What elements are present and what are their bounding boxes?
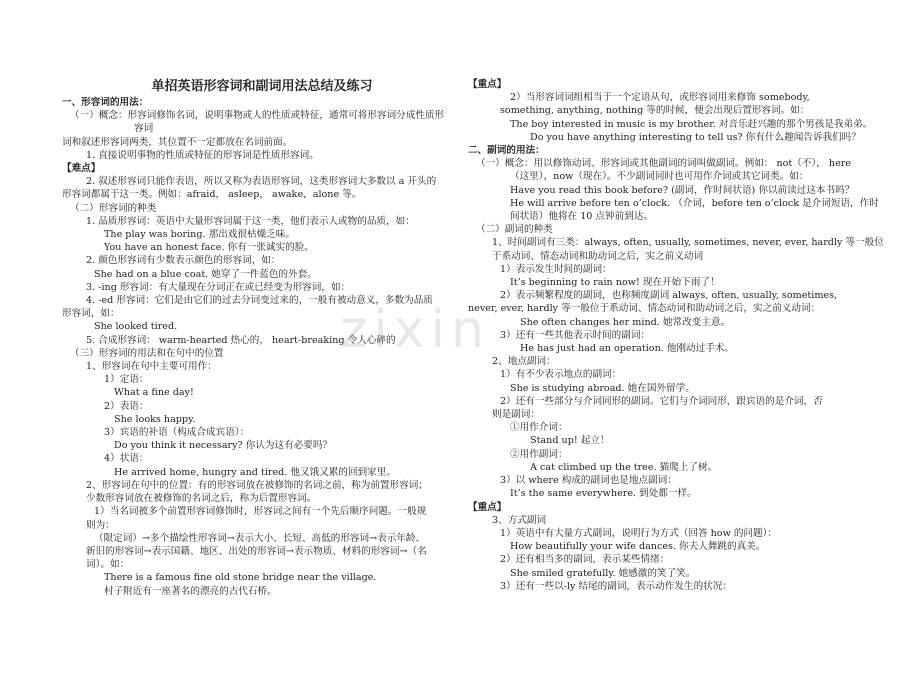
text-line: 3）以 where 构成的副词也是地点副词： <box>500 475 677 487</box>
text-line: ②用作副词： <box>510 448 568 460</box>
left-column <box>62 78 462 598</box>
text-line: Do you think it necessary? 你认为这有必要吗？ <box>114 440 333 452</box>
text-line: 2）表语： <box>104 400 149 412</box>
text-line: 1）定语： <box>104 374 149 386</box>
text-line: Have you read this book before? (副词，作时间状语) 你以前读过这本书吗？ <box>510 184 855 196</box>
text-line: 2、形容词在句中的位置：有的形容词放在被修饰的名词之前，称为前置形容词； <box>86 479 428 491</box>
text-line: 2. 叙述形容词只能作表语，所以又称为表语形容词，这类形容词大多数以 a 开头的 <box>86 176 437 188</box>
text-line: （这里），now（现在）。不少副词同时也可用作介词或其它词类。如： <box>510 171 809 183</box>
text-line: 3）还有一些其他表示时间的副词： <box>500 329 651 341</box>
text-line: He arrived home, hungry and tired. 他又饿又累的回到家里。 <box>114 466 396 478</box>
text-line: 2. 颜色形容词有少数表示颜色的形容词，如： <box>86 255 281 267</box>
text-line: 词和叙述形容词两类，其位置不一定都放在名词前面。 <box>62 136 293 148</box>
text-line: 1. 直接说明事物的性质或特征的形容词是性质形容词。 <box>86 149 319 161</box>
text-line: 4）状语： <box>104 453 149 465</box>
text-line: 1、形容词在句中主要可用作： <box>86 361 217 373</box>
text-line: A cat climbed up the tree. 猫爬上了树。 <box>530 461 718 473</box>
text-line: It’s beginning to rain now! 现在开始下雨了！ <box>510 277 720 289</box>
text-line: The boy interested in music is my brother. 对音乐赶兴趣的那个男孩是我弟弟。 <box>510 118 873 130</box>
text-line: 1）英语中有大量方式副词，说明行为方式（回答 how 的问题）： <box>500 527 778 539</box>
text-line: 1）当名词被多个前置形容词修饰时，形容词之间有一个先后顺序问题。一般规 <box>94 506 427 518</box>
text-line: （三）形容词的用法和在句中的位置 <box>70 347 224 359</box>
text-line: There is a famous fine old stone bridge near the village. <box>104 572 377 584</box>
text-line: 3）宾语的补语（构成合成宾语）： <box>104 427 250 439</box>
left-lines <box>62 96 462 598</box>
right-column <box>468 78 884 593</box>
text-line: 【重点】 <box>468 79 507 90</box>
document-title: 单招英语形容词和副词用法总结及练习 <box>151 79 373 94</box>
text-line: Stand up! 起立！ <box>530 435 610 447</box>
text-line: 一、形容词的用法： <box>62 97 149 108</box>
text-line: She is studying abroad. 她在国外留学。 <box>510 382 695 394</box>
text-line: 少数形容词放在被修饰的名词之后，称为后置形容词。 <box>86 493 317 505</box>
text-line: She looked tired. <box>94 321 178 333</box>
text-line: 2）表示频繁程度的副词，也称频度副词 always, often, usually, sometimes, <box>500 290 838 302</box>
text-line: 3）还有一些以-ly 结尾的副词，表示动作发生的状况： <box>500 580 732 592</box>
text-line: 则是副词： <box>492 409 540 421</box>
text-line: 1、时间副词有三类：always, often, usually, sometimes, never, ever, hardly 等一般位 <box>492 237 884 249</box>
text-line: 4. -ed 形容词：它们是由它们的过去分词变过来的，一般有被动意义，多数为品质 <box>86 295 433 307</box>
text-line: 新旧的形容词→表示国籍、地区、出处的形容词→表示物质、材料的形容词→（名 <box>86 545 427 557</box>
text-line: He will arrive before ten o’clock. （介词，before ten o’clock 是介词短语，作时 <box>510 197 879 209</box>
text-line: He has just had an operation. 他刚动过手术。 <box>520 343 735 355</box>
text-line: She had on a blue coat. 她穿了一件蓝色的外套。 <box>94 268 317 280</box>
text-line: 5. 合成形容词： warm-hearted 热心的， heart-breaking 令人心碎的 <box>86 334 396 346</box>
text-line: She smiled gratefully. 她感激的笑了笑。 <box>510 567 696 579</box>
text-line: 2）当形容词词组相当于一个定语从句，或形容词用来修饰 somebody, <box>510 92 810 104</box>
text-line: Do you have anything interesting to tell us? 你有什么趣闻告诉我们吗？ <box>530 131 861 143</box>
text-line: 2）还有一些部分与介词同形的副词。它们与介词同形，跟宾语的是介词，否 <box>500 395 823 407</box>
text-line: She looks happy. <box>114 413 196 425</box>
text-line: What a fine day! <box>114 387 194 399</box>
text-line: 间状语）他将在 10 点钟前到达。 <box>510 211 654 223</box>
text-line: 村子附近有一座著名的漂亮的古代石桥。 <box>104 585 277 597</box>
text-line: （限定词）→多个描绘性形容词→表示大小、长短、高低的形容词→表示年龄、 <box>94 532 426 544</box>
text-line: 二、副词的用法： <box>468 145 545 157</box>
text-line: （一）概念：用以修饰动词、形容词或其他副词的词叫做副词。例如： not（不）， here <box>476 158 852 170</box>
text-line: 3、方式副词 <box>492 514 547 526</box>
text-line: 于系动词、情态动词和助动词之后，实之前义动词 <box>492 250 704 262</box>
text-line: How beautifully your wife dances. 你夫人舞跳的真美。 <box>510 541 766 553</box>
text-line: She often changes her mind. 她常改变主意。 <box>520 316 731 328</box>
text-line: 3. -ing 形容词：有大量现在分词正在或已经变为形容词，如： <box>86 281 351 293</box>
text-line: ①用作介词： <box>510 422 568 434</box>
text-line: 词）。如： <box>86 559 130 571</box>
text-line: 【难点】 <box>62 163 101 175</box>
text-line: 形容词都属于这一类。例如：afraid， asleep， awake，alone 等。 <box>62 189 362 201</box>
text-line: 2）还有相当多的副词，表示某些情绪： <box>500 554 670 566</box>
text-line: 1）有不少表示地点的副词： <box>500 369 622 381</box>
text-line: 1. 品质形容词：英语中大量形容词属于这一类，他们表示人或物的品质，如： <box>86 215 415 227</box>
watermark-text: zixin <box>340 300 490 360</box>
right-lines <box>468 78 884 593</box>
text-line: （一）概念：形容词修饰名词，说明事物或人的性质或特征，通常可将形容词分成性质形 <box>70 110 445 122</box>
text-line: You have an honest face. 你有一张诚实的脸。 <box>104 242 314 254</box>
text-line: （二）形容词的种类 <box>70 202 157 214</box>
text-line: 则为： <box>86 519 115 531</box>
text-line: 形容词，如： <box>62 308 120 320</box>
text-line: It’s the same everywhere. 到处都一样。 <box>510 488 697 500</box>
text-line: never, ever, hardly 等一般位于系动词、情态动词和助动词之后，实之前义动词： <box>468 303 821 315</box>
text-line: 2、地点副词： <box>492 356 556 368</box>
text-line: 1）表示发生时间的副词： <box>500 263 612 275</box>
text-line: （二）副词的种类 <box>476 224 553 236</box>
text-line: The play was boring. 那出戏很枯燥乏味。 <box>104 229 295 241</box>
text-line: 【重点】 <box>468 501 507 513</box>
text-line: something, anything, nothing 等的时候，便会出现后置形容词。如： <box>500 105 810 117</box>
text-line: 容词 <box>134 123 154 135</box>
